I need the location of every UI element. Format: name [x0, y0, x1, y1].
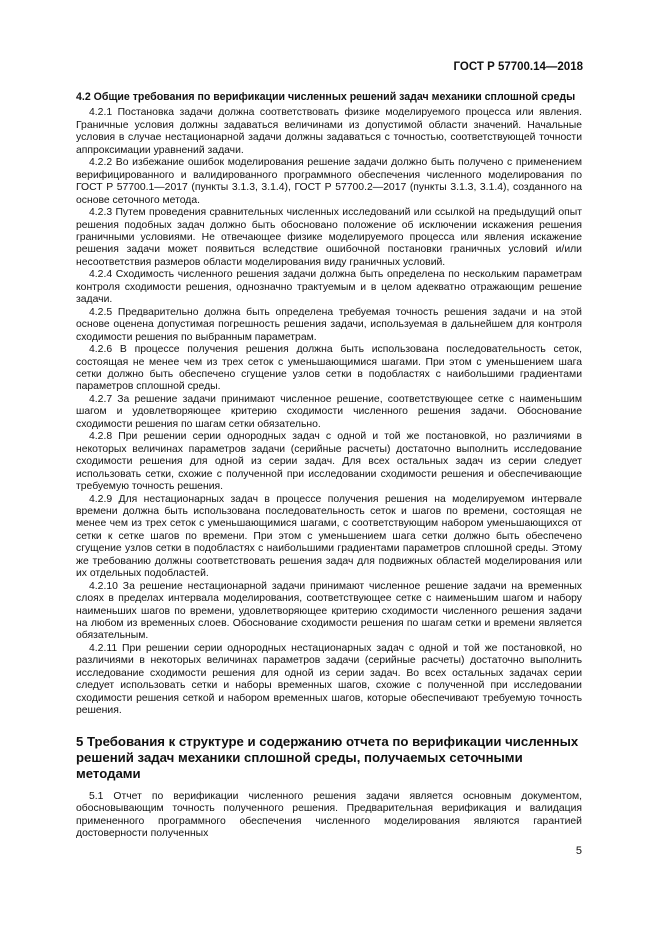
- paragraph-4-2-8: 4.2.8 При решении серии однородных задач с одной и той же постановкой, но различиями в некоторых величинах параметров задачи (серийные расчеты) достаточно выполнить исследование сходимости решения для одной из серии задач. Для всех остальных задач из серии следует использовать сетки, схожие с полученной при исследовании сходимости решения и обеспечивающие требуемую точность решения.: [76, 431, 582, 493]
- paragraph-4-2-6: 4.2.6 В процессе получения решения должна быть использована последовательность сеток, состоящая не менее чем из трех сеток с уменьшающимися шагами. При этом с уменьшением шага сетки должно быть обеспечено сгущение узлов сетки в подобластях с наибольшими градиентами параметров сплошной среды.: [76, 344, 582, 393]
- paragraph-4-2-7: 4.2.7 За решение задачи принимают численное решение, соответствующее сетке с наименьшим шагом и удовлетворяющее критерию сходимости численного решения задачи. Обоснование сходимости решения по шагам сетки обязательно.: [76, 393, 582, 430]
- section-5-title: 5 Требования к структуре и содержанию отчета по верификации численных решений задач механики сплошной среды, получаемых сеточными методами: [76, 733, 579, 781]
- paragraph-5-1: 5.1 Отчет по верификации численного решения задачи является основным документом, обосновывающим точность полученного решения. Предварительная верификация и валидация примененного программного обеспечения численного моделирования являются гарантией достоверности полученных: [76, 790, 582, 840]
- paragraph-4-2-5: 4.2.5 Предварительно должна быть определена требуемая точность решения задачи и на этой основе оценена допустимая погрешность решения задачи, используемая в дальнейшем для контроля сходимости решения по выбранным параметрам.: [76, 306, 582, 343]
- paragraph-4-2-3: 4.2.3 Путем проведения сравнительных численных исследований или ссылкой на предыдущий опыт решения подобных задач должно быть обосновано положение об исключении искажения решения граничными условиями. Не отвечающее физике моделируемого процесса или явления искажение решения задачи может появиться вследствие ошибочной постановки граничных условий и/или несоответствия размеров области моделирования виду граничных условий.: [76, 207, 582, 268]
- paragraph-4-2-1: 4.2.1 Постановка задачи должна соответствовать физике моделируемого процесса или явления. Граничные условия должны задаваться величинами из допустимой области значений. Начальные условия в случае нестационарной задачи должны задаваться с точностью, соответствующей точности аппроксимации уравнений задачи.: [76, 107, 582, 156]
- page-content: [76, 91, 582, 840]
- paragraph-4-2-4: 4.2.4 Сходимость численного решения задачи должна быть определена по нескольким параметрам контроля сходимости решения, однозначно трактуемым и в целом адекватно отражающим решение задачи.: [76, 269, 582, 306]
- paragraph-4-2-11: 4.2.11 При решении серии однородных нестационарных задач с одной и той же постановкой, но различиями в некоторых величинах параметров задачи (серийные расчеты) достаточно выполнить исследование сходимости решения для одной из серии задач. Во всех остальных задачах серии следует использовать сетки и наборы временных шагов, схожие с полученной при исследовании сходимости решения сеткой и набором временных шагов, которые обеспечивают требуемую точность решения.: [76, 642, 582, 717]
- paragraph-4-2-9: 4.2.9 Для нестационарных задач в процессе получения решения на моделируемом интервале времени должна быть использована последовательность сеток и шагов по времени, состоящая не менее чем из трех сеток с уменьшающимися шагами, с соответствующим набором уменьшающихся от сетки к сетке шагов по времени. При этом с уменьшением шага сетки должно быть обеспечено сгущение узлов сетки в подобластях с наибольшими градиентами параметров сплошной среды. Этому же требованию должны соответствовать решения задач для подвижных областей моделирования или их отдельных подобластей.: [76, 493, 582, 580]
- paragraph-4-2-2: 4.2.2 Во избежание ошибок моделирования решение задачи должно быть получено с применением верифицированного и валидированного программного обеспечения численного моделирования по ГОСТ Р 57700.1—2017 (пункты 3.1.3, 3.1.4), ГОСТ Р 57700.2—2017 (пункты 3.1.3, 3.1.4), созданного на основе сеточного метода.: [76, 157, 582, 206]
- document-code: ГОСТ Р 57700.14—2018: [453, 61, 583, 73]
- paragraph-4-2-10: 4.2.10 За решение нестационарной задачи принимают численное решение задачи на временных слоях в пределах интервала моделирования, соответствующее сетке с наименьшим шагом и набору наименьших шагов по времени, удовлетворяющее критерию сходимости численного решения задачи на любом из временных слоев. Обоснование сходимости решения по шагам сетки и времени является обязательным.: [76, 580, 582, 642]
- section-4-2-title: 4.2 Общие требования по верификации численных решений задач механики сплошной среды: [76, 91, 576, 103]
- page-number: 5: [575, 845, 582, 857]
